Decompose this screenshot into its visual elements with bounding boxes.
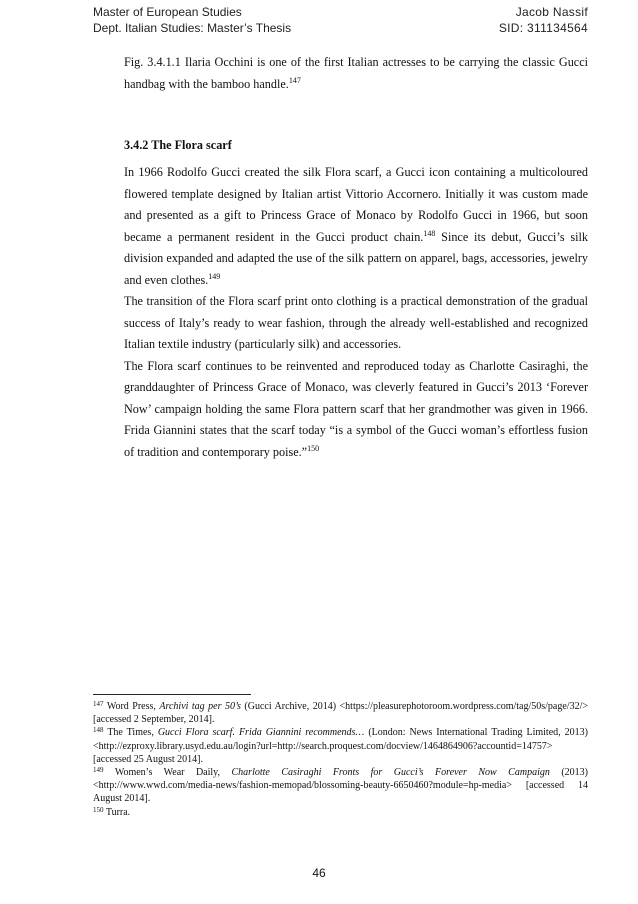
header-department: Dept. Italian Studies: Master’s Thesis [93, 21, 292, 35]
header-sid: SID: 311134564 [498, 21, 588, 35]
footnote-ref[interactable]: 149 [208, 271, 221, 281]
section-body [124, 162, 588, 463]
header-author: Jacob Nassif [515, 5, 588, 19]
footnote-ref[interactable]: 147 [288, 75, 301, 85]
footnote: $^{150}$ Turra. [93, 805, 131, 818]
running-subheader [93, 20, 588, 36]
footnote: $^{147}$ Word Press, Archivi tag per 50’s (Gucci Archive, 2014) <https://pleasurephotoroom.wordpress.com/tag/50s/page/32/> [accessed 2 September, 2014]. [93, 700, 589, 726]
footnote-divider [93, 694, 251, 695]
paragraph: In 1966 Rodolfo Gucci created the silk Flora scarf, a Gucci icon containing a multicoloured flowered template designed by Italian artist Vittorio Accornero. Initially it was custom made and presented as a gift to Princess Grace of Monaco by Rodolfo Gucci in 1966, but soon became a permanent resident in the Gucci product chain.$^{148}$ Since its debut, Gucci’s silk division expanded and adapted the use of the silk pattern on apparel, bags, accessories, jewelry and even clothes.$^{149}$ [124, 165, 588, 287]
running-header [93, 4, 588, 20]
caption-text: Fig. 3.4.1.1 Ilaria Occhini is one of the first Italian actresses to be carrying the classic Gucci handbag with the bamboo handle. [124, 55, 588, 91]
paragraph: The Flora scarf continues to be reinvented and reproduced today as Charlotte Casiraghi, the granddaughter of Princess Grace of Monaco, was cleverly featured in Gucci’s 2013 ‘Forever Now’ campaign holding the same Flora pattern scarf that her grandmother was given in 1966. Frida Giannini states that the scarf today “is a symbol of the Gucci woman’s effortless fusion of tradition and contemporary poise.”$^{150}$ [124, 358, 588, 459]
paragraph: The transition of the Flora scarf print onto clothing is a practical demonstration of the gradual success of Italy’s ready to wear fashion, through the already well-established and recognized Italian textile industry (particularly silk) and accessories. [124, 294, 588, 351]
header-program: Master of European Studies [93, 5, 242, 19]
footnote-ref[interactable]: 148 [423, 228, 436, 238]
section-heading: 3.4.2 The Flora scarf [124, 138, 232, 152]
footnote-ref[interactable]: 150 [307, 443, 320, 453]
figure-caption [124, 52, 588, 95]
footnotes [93, 700, 588, 819]
page-number: 46 [312, 866, 326, 880]
footnote: $^{148}$ The Times, Gucci Flora scarf. Frida Giannini recommends… (London: News International Trading Limited, 2013) <http://ezproxy.library.usyd.edu.au/login?url=http://search.proquest.com/docview/1464864906?accountid=14757> [accessed 25 August 2014]. [93, 726, 588, 765]
footnote: $^{149}$ Women’s Wear Daily, Charlotte Casiraghi Fronts for Gucci’s Forever Now Campaign (2013) <http://www.wwd.com/media-news/fashion-memopad/blossoming-beauty-6650460?module=hp-media> [accessed 14 August 2014]. [93, 766, 588, 805]
